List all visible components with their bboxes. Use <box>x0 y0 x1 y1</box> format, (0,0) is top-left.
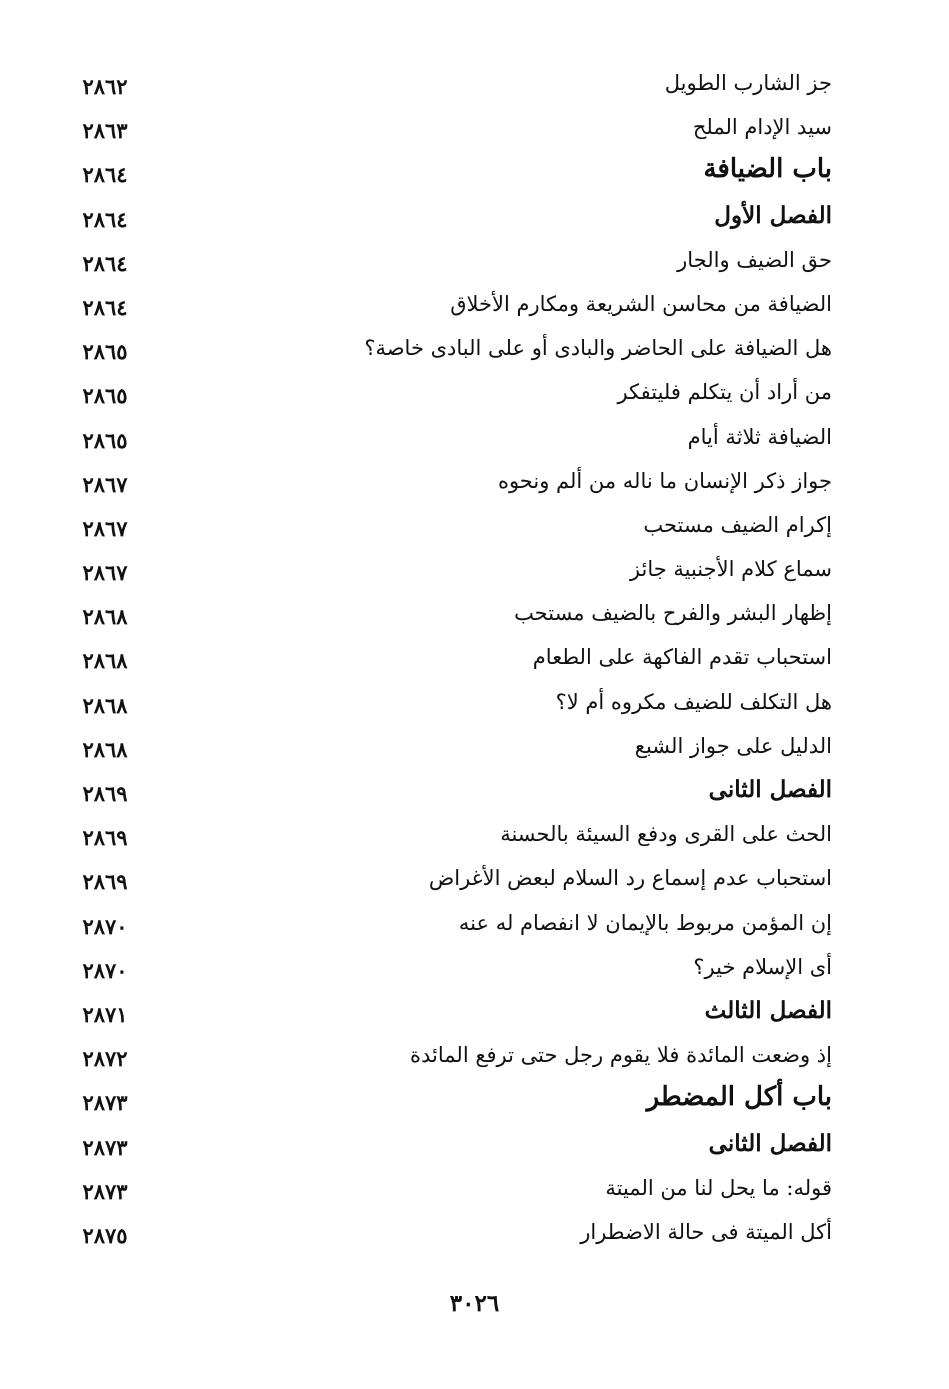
toc-entry-title: إذ وضعت المائدة فلا يقوم رجل حتى ترفع المائدة <box>410 1043 832 1068</box>
toc-entry-title: قوله: ما يحل لنا من الميتة <box>605 1175 832 1200</box>
toc-entry-page-number: ٢٨٧١ <box>82 1001 128 1027</box>
toc-section-heading: الفصل الأول <box>714 201 832 229</box>
toc-entry <box>60 460 832 504</box>
toc-entry <box>60 725 832 769</box>
toc-entry-page-number: ٢٨٦٥ <box>82 427 128 453</box>
toc-entry-title: الضيافة ثلاثة أيام <box>687 424 832 449</box>
toc-entry-page-number: ٢٨٦٨ <box>82 692 128 718</box>
toc-entry-title: هل الضيافة على الحاضر والبادى أو على البادى خاصة؟ <box>364 336 832 361</box>
toc-entry-title: إكرام الضيف مستحب <box>643 512 832 537</box>
toc-entry-page-number: ٢٨٦٥ <box>82 383 128 409</box>
toc-entry-page-number: ٢٨٧٢ <box>82 1046 128 1072</box>
toc-entry-page-number: ٢٨٧٥ <box>82 1222 128 1248</box>
toc-entry <box>60 1034 832 1078</box>
toc-entry <box>60 902 832 946</box>
toc-entry <box>60 327 832 371</box>
toc-entry-page-number: ٢٨٧٣ <box>82 1178 128 1204</box>
toc-entry <box>60 1167 832 1211</box>
toc-entry <box>60 1211 832 1255</box>
toc-entry <box>60 150 832 194</box>
toc-entry <box>60 1123 832 1167</box>
toc-entry-title: جواز ذكر الإنسان ما ناله من ألم ونحوه <box>497 468 832 493</box>
toc-entry-page-number: ٢٨٦٨ <box>82 604 128 630</box>
table-of-contents <box>60 62 832 1255</box>
toc-entry-page-number: ٢٨٧٠ <box>82 957 128 983</box>
toc-entry-page-number: ٢٨٧٣ <box>82 1134 128 1160</box>
page-number: ٣٠٢٦ <box>449 1290 500 1317</box>
toc-entry <box>60 990 832 1034</box>
toc-entry-title: الحث على القرى ودفع السيئة بالحسنة <box>500 822 832 847</box>
toc-entry-title: من أراد أن يتكلم فليتفكر <box>617 380 832 405</box>
toc-entry-title: أى الإسلام خير؟ <box>693 954 832 979</box>
toc-section-heading: الفصل الثالث <box>704 996 832 1024</box>
toc-entry-title: الدليل على جواز الشبع <box>634 733 832 758</box>
toc-entry <box>60 504 832 548</box>
toc-entry-page-number: ٢٨٦٨ <box>82 736 128 762</box>
toc-entry-page-number: ٢٨٦٤ <box>82 206 128 232</box>
toc-entry-title: استحباب تقدم الفاكهة على الطعام <box>532 645 832 670</box>
toc-entry-page-number: ٢٨٦٧ <box>82 471 128 497</box>
toc-entry-title: إن المؤمن مربوط بالإيمان لا انفصام له عنه <box>458 910 832 935</box>
toc-entry <box>60 813 832 857</box>
toc-entry-title: هل التكلف للضيف مكروه أم لا؟ <box>555 689 832 714</box>
toc-entry-page-number: ٢٨٦٤ <box>82 294 128 320</box>
toc-entry-page-number: ٢٨٦٢ <box>82 74 128 99</box>
toc-entry <box>60 946 832 990</box>
toc-section-heading: الفصل الثانى <box>708 1129 832 1157</box>
toc-entry-page-number: ٢٨٦٩ <box>82 825 128 851</box>
toc-entry <box>60 857 832 901</box>
toc-entry-page-number: ٢٨٧٣ <box>82 1090 128 1116</box>
toc-chapter-title: باب الضيافة <box>703 154 832 185</box>
toc-entry-title: الضيافة من محاسن الشريعة ومكارم الأخلاق <box>450 291 832 316</box>
toc-entry-title: أكل الميتة فى حالة الاضطرار <box>580 1219 832 1244</box>
toc-entry-page-number: ٢٨٦٨ <box>82 648 128 674</box>
toc-entry-page-number: ٢٨٦٤ <box>82 162 128 188</box>
toc-entry-page-number: ٢٨٦٣ <box>82 118 128 144</box>
toc-entry-title: سيد الإدام الملح <box>692 115 832 140</box>
toc-entry <box>60 283 832 327</box>
toc-entry <box>60 592 832 636</box>
toc-entry <box>60 1078 832 1122</box>
toc-entry <box>60 62 832 106</box>
toc-entry-title: إظهار البشر والفرح بالضيف مستحب <box>514 601 832 626</box>
toc-entry <box>60 416 832 460</box>
toc-entry <box>60 106 832 150</box>
toc-entry-page-number: ٢٨٧٠ <box>82 913 128 939</box>
toc-entry <box>60 769 832 813</box>
toc-entry <box>60 239 832 283</box>
toc-entry <box>60 195 832 239</box>
toc-section-heading: الفصل الثانى <box>708 776 832 803</box>
toc-entry-title: سماع كلام الأجنبية جائز <box>629 557 832 582</box>
toc-entry <box>60 548 832 592</box>
toc-entry-page-number: ٢٨٦٩ <box>82 781 128 806</box>
toc-entry <box>60 371 832 415</box>
toc-entry <box>60 636 832 680</box>
toc-chapter-title: باب أكل المضطر <box>646 1082 832 1113</box>
toc-entry-title: استحباب عدم إسماع رد السلام لبعض الأغراض <box>428 866 832 891</box>
toc-entry-page-number: ٢٨٦٩ <box>82 869 128 895</box>
toc-entry <box>60 681 832 725</box>
toc-entry-title: حق الضيف والجار <box>677 247 832 272</box>
toc-entry-page-number: ٢٨٦٧ <box>82 515 128 541</box>
toc-entry-title: جز الشارب الطويل <box>664 71 832 95</box>
toc-entry-page-number: ٢٨٦٤ <box>82 250 128 276</box>
toc-entry-page-number: ٢٨٦٥ <box>82 339 128 365</box>
toc-entry-page-number: ٢٨٦٧ <box>82 560 128 586</box>
